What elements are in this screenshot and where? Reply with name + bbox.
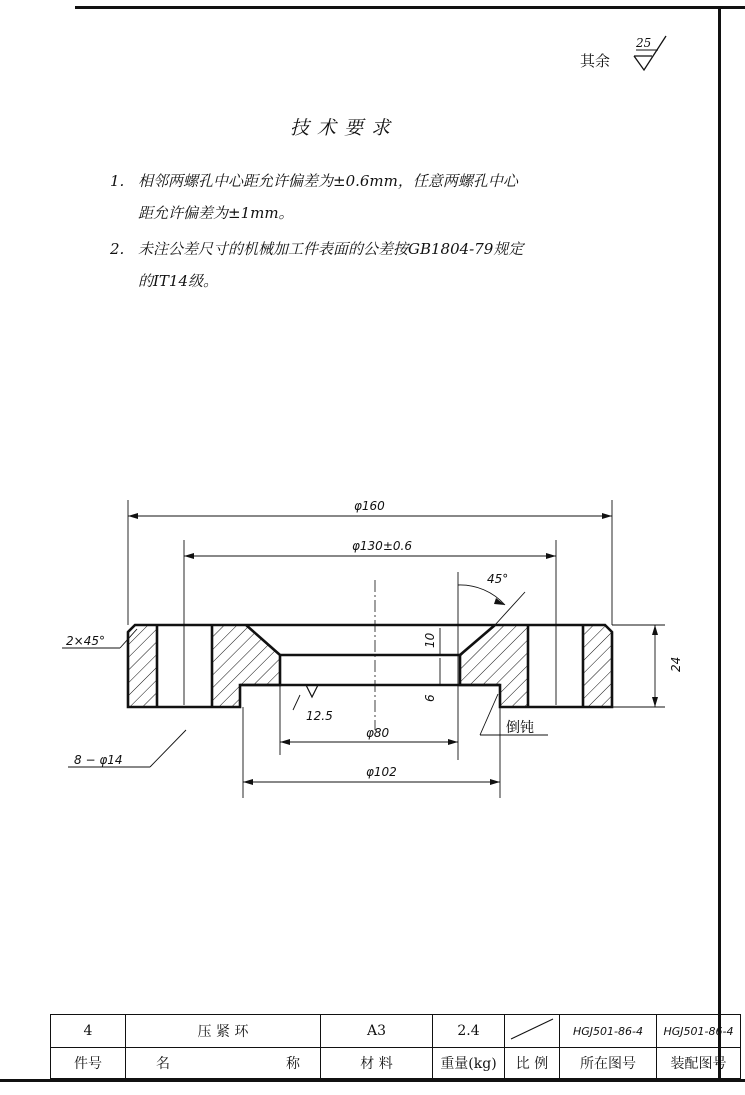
- hatch-left-inner: [212, 625, 280, 707]
- material-value: A3: [321, 1015, 433, 1048]
- frame-bottom-border: [0, 1079, 745, 1082]
- dim-height-6: 6: [423, 694, 437, 702]
- scale-value: [505, 1015, 560, 1048]
- name-header-right: 称: [221, 1048, 321, 1079]
- dim-bolt-holes: 8 − φ14: [74, 753, 123, 767]
- part-name-value: 压 紧 环: [126, 1015, 321, 1048]
- requirement-number: 2.: [110, 240, 125, 258]
- dim-height-10: 10: [423, 632, 437, 648]
- part-number-value: 4: [51, 1015, 126, 1048]
- dim-chamfer: 2×45°: [66, 634, 105, 648]
- requirement-text: 未注公差尺寸的机械加工件表面的公差按GB1804-79规定: [138, 240, 524, 258]
- requirement-text: 的IT14级。: [138, 272, 219, 290]
- hatch-right-inner: [460, 625, 528, 707]
- frame-right-border: [718, 6, 721, 1081]
- requirement-item-1: [110, 165, 580, 229]
- scale-header: 比 例: [505, 1048, 560, 1079]
- requirement-text: 距允许偏差为±1mm。: [138, 204, 294, 222]
- dim-bolt-circle: φ130±0.6: [352, 539, 412, 553]
- material-header: 材 料: [321, 1048, 433, 1079]
- roughness-label: 其余: [580, 52, 611, 70]
- assembly-number-header: 装配图号: [657, 1048, 741, 1079]
- requirement-item-2: [110, 233, 580, 297]
- requirement-number: 1.: [110, 172, 125, 190]
- part-number-header: 件号: [51, 1048, 126, 1079]
- dim-recess-diameter: φ102: [366, 765, 397, 779]
- title-block-headers-row: [51, 1048, 741, 1079]
- roughness-12-5: 12.5: [306, 709, 333, 723]
- weight-value: 2.4: [433, 1015, 505, 1048]
- machining-triangle-icon: [306, 685, 318, 697]
- weight-header: 重量(kg): [433, 1048, 505, 1079]
- roughness-value: 25: [636, 36, 652, 50]
- note-deburr: 倒钝: [506, 720, 534, 736]
- title-block: [50, 1014, 741, 1079]
- hatch-left-outer: [128, 625, 157, 707]
- dim-outer-diameter: φ160: [354, 499, 385, 513]
- drawing-number-header: 所在图号: [560, 1048, 657, 1079]
- drawing-number-value: HGJ501-86-4: [560, 1015, 657, 1048]
- requirement-text: 相邻两螺孔中心距允许偏差为±0.6mm，任意两螺孔中心: [138, 172, 518, 190]
- dim-inner-diameter: φ80: [366, 726, 390, 740]
- assembly-number-value: HGJ501-86-4: [657, 1015, 741, 1048]
- requirements-title: 技术要求: [290, 117, 399, 139]
- title-block-values-row: [51, 1015, 741, 1048]
- name-header-left: 名: [126, 1048, 221, 1079]
- part-section-drawing: [0, 480, 718, 810]
- hatch-right-outer: [583, 625, 612, 707]
- part-outline: [128, 625, 612, 707]
- scale-slash-icon: [507, 1015, 557, 1043]
- dim-height-24: 24: [669, 656, 683, 672]
- dim-angle: 45°: [487, 572, 509, 586]
- dimension-arrows: [128, 513, 658, 785]
- frame-top-border: [75, 6, 745, 9]
